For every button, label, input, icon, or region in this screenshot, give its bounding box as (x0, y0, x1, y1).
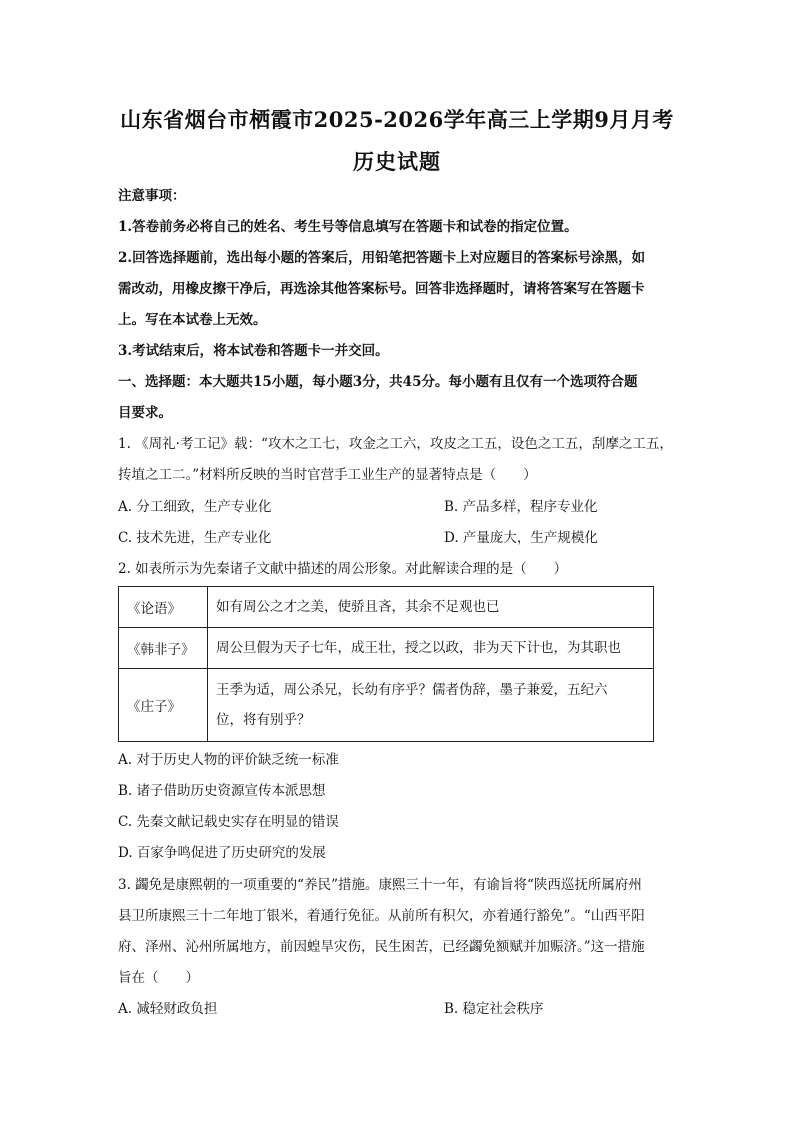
table-row (119, 669, 654, 742)
notice-item-2-line-3: 上。写在本试卷上无效。 (118, 312, 267, 328)
source-name: 《韩非子》 (119, 628, 208, 669)
q1-option-d: D. 产量庞大，生产规模化 (444, 530, 598, 546)
notice-item-1: 1.答卷前务必将自己的姓名、考生号等信息填写在答题卡和试卷的指定位置。 (118, 219, 578, 235)
q1-option-c: C. 技术先进，生产专业化 (118, 530, 272, 546)
q3-option-b: B. 稳定社会秩序 (444, 1001, 544, 1017)
exam-title: 山东省烟台市栖霞市2025-2026学年高三上学期9月月考 (120, 107, 674, 132)
q1-stem-line-1: 1. 《周礼·考工记》载：“攻木之工七，攻金之工六，攻皮之工五，设色之工五，刮摩之工五， (118, 436, 673, 452)
source-name: 《论语》 (119, 587, 208, 628)
source-quote-line: 位，将有别乎？ (216, 712, 311, 728)
source-quote-line: 如有周公之才之美，使骄且吝，其余不足观也已 (216, 599, 500, 615)
q3-stem-line-3: 府、泽州、沁州所属地方，前因蝗旱灾伤，民生困苦，已经蠲免额赋并加赈济。”这一措施 (118, 939, 645, 955)
source-quote-line: 王季为适，周公杀兄，长幼有序乎？儒者伪辞，墨子兼爱，五纪六 (216, 682, 608, 698)
source-quote-line: 周公旦假为天子七年，成王壮，授之以政，非为天下计也，为其职也 (216, 640, 621, 656)
notice-item-3: 3.考试结束后，将本试卷和答题卡一并交回。 (118, 343, 389, 359)
q2-option-c: C. 先秦文献记载史实存在明显的错误 (118, 814, 339, 830)
q3-stem-line-2: 县卫所康熙三十二年地丁银米，着通行免征。从前所有积欠，亦着通行豁免”。“山西平阳 (118, 908, 645, 924)
q1-stem-line-2: 抟埴之工二。”材料所反映的当时官营手工业生产的显著特点是（ ） (118, 467, 537, 483)
q3-option-a: A. 减轻财政负担 (118, 1001, 218, 1017)
notice-item-2-line-2: 需改动，用橡皮擦干净后，再选涂其他答案标号。回答非选择题时，请将答案写在答题卡 (118, 281, 645, 297)
table-row (119, 628, 654, 669)
source-quote (208, 587, 654, 628)
section-heading-line-2: 目要求。 (118, 405, 172, 421)
q3-stem-line-4: 旨在（ ） (118, 970, 199, 986)
q2-option-a: A. 对于历史人物的评价缺乏统一标准 (118, 752, 339, 768)
source-quote (208, 628, 654, 669)
notice-item-2-line-1: 2.回答选择题前，选出每小题的答案后，用铅笔把答题卡上对应题目的答案标号涂黑，如 (118, 250, 646, 266)
q2-option-b: B. 诸子借助历史资源宣传本派思想 (118, 783, 326, 799)
source-name: 《庄子》 (119, 669, 208, 742)
q1-option-a: A. 分工细致，生产专业化 (118, 499, 272, 515)
q2-stem: 2. 如表所示为先秦诸子文献中描述的周公形象。对此解读合理的是（ ） (118, 561, 568, 577)
q2-source-table (118, 586, 654, 742)
q3-stem-line-1: 3. 蠲免是康熙朝的一项重要的“养民”措施。康熙三十一年，有谕旨将“陕西巡抚所属府州 (118, 877, 642, 893)
q1-option-b: B. 产品多样，程序专业化 (444, 499, 598, 515)
q2-option-d: D. 百家争鸣促进了历史研究的发展 (118, 845, 326, 861)
table-row (119, 587, 654, 628)
source-quote (208, 669, 654, 742)
notice-heading: 注意事项： (118, 188, 186, 204)
section-heading-line-1: 一、选择题：本大题共15小题，每小题3分，共45分。每小题有且仅有一个选项符合题 (118, 374, 638, 390)
exam-subject: 历史试题 (353, 149, 441, 174)
